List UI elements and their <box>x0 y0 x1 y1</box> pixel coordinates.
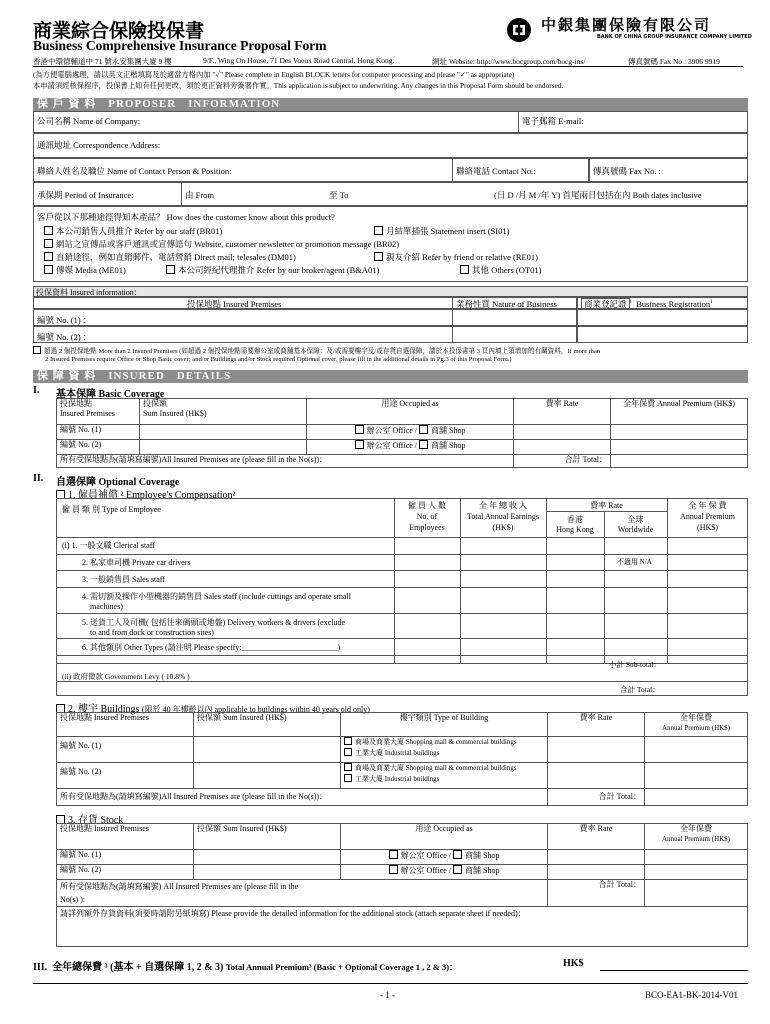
checkbox-icon[interactable] <box>44 252 53 261</box>
not-applicable-label: 不適用 N/A <box>617 558 652 566</box>
more-premises-note: 2 Insured Premises require Office or Shop Basic cover; and/or Buildings and/or Stock required Optional cover, please fill in the additional details in Pg.3 of this Proposal Form.) <box>45 356 512 363</box>
stock-details-field[interactable]: 請詳列額外存貨資料(須要時請附另紙填寫) Please provide the detailed information for the additional stock (attach separate sheet if needed)： <box>57 907 748 947</box>
period-label: 承保期 Period of Insurance: <box>37 190 134 200</box>
basic-all-premises: 所有受保地點為(請填寫編號)All Insured Premises are (please fill in the No(s))： <box>57 455 514 468</box>
emp-row-drivers[interactable]: 2. 私家車司機 Private car drivers <box>82 558 191 567</box>
shop-checkbox-icon[interactable] <box>419 440 428 449</box>
fax-number: 傳真號碼 Fax No : 3906 9919 <box>628 57 720 66</box>
checkbox-icon[interactable] <box>33 346 41 354</box>
checkbox-icon[interactable] <box>374 226 383 235</box>
emp-row-other[interactable]: 6. 其他類別 Other Types (請注明 Please specify:________________________) <box>82 643 341 652</box>
office-checkbox-icon[interactable] <box>389 850 398 859</box>
checkbox-icon[interactable] <box>44 239 53 248</box>
proposer-section-header: 保 戶 資 料 PROPOSER INFORMATION <box>33 98 748 111</box>
source-option-media[interactable]: 傳媒 Media (ME01) <box>44 264 126 276</box>
email-field[interactable] <box>518 111 748 133</box>
buildings-row-1[interactable]: 編號 No. (1) 商場及商業大廈 Shopping mall & commercial buildings 工業大廈 Industrial buildings <box>57 737 748 763</box>
title-zh: 商業綜合保險投保書 <box>33 21 205 42</box>
source-option-staff[interactable]: 本公司銷售人員推介 Refer by our staff (BR01) <box>44 225 222 237</box>
fax-no-field[interactable] <box>589 158 748 182</box>
to-label: 至 To <box>329 190 349 200</box>
industrial-checkbox-icon[interactable] <box>344 774 352 782</box>
office-checkbox-icon[interactable] <box>355 440 364 449</box>
stock-all-premises: 所有受保地點為(請填寫編號) All Insured Premises are (please fill in the No(s) ): <box>57 880 548 907</box>
shop-checkbox-icon[interactable] <box>453 850 462 859</box>
logo-zh: 中銀集團保險有限公司 <box>541 18 712 34</box>
instruction-note-2: 本申請須經核保程序，投保書上如有任何更改，須於更正資料旁簽署作實。This application is subject to underwriting. Any changes in this Proposal Form should be endorsed. <box>33 81 564 90</box>
source-section <box>33 206 748 282</box>
industrial-checkbox-icon[interactable] <box>344 748 352 756</box>
stock-row-1[interactable]: 編號 No. (1) 辦公室 Office / 商舖 Shop <box>57 850 748 865</box>
address-zh: 香港中環德輔道中 71 號永安集團大廈 9 樓 <box>33 57 172 66</box>
basic-row-1[interactable]: 編號 No. (1) 辦公室 Office / 商舖 Shop <box>57 425 748 440</box>
stock-table: 投保地點 Insured Premises 投保額 Sum Insured (HK$) 用途 Occupied as 費率 Rate 全年保費 Annual Premium (HK$) 編號 No. (1) 辦公室 Office / 商舖 Shop 編號 No. (2) 辦公室 Office / 商舖 Shop 所有受保地點為(請填寫編號) All Insured Premises are (please fill in the No(s) ): 合計 Total： 請詳列額外存貨資料(須要時請附另紙填寫) Please provide the detailed information for the additional stock (attach separate sheet if needed)： <box>56 823 748 947</box>
shop-checkbox-icon[interactable] <box>453 865 462 874</box>
address-label: 通訊地址 Correspondence Address: <box>37 140 161 150</box>
total-hk-label: HK$ <box>563 958 584 969</box>
insured-row-2[interactable] <box>33 326 748 343</box>
source-option-broker[interactable]: 本公司經紀代理推介 Refer by our broker/agent (B&A01) <box>166 264 379 276</box>
office-checkbox-icon[interactable] <box>355 425 364 434</box>
business-reg-col: 商業登記證 $^1$ Business Registration$^1$ <box>577 297 748 343</box>
email-label: 電子郵箱 E-mail: <box>522 116 584 126</box>
stock-row-2[interactable]: 編號 No. (2) 辦公室 Office / 商舖 Shop <box>57 865 748 880</box>
govt-levy-label: (ii) 政府徵款 Government Levy ( 10.8% ) <box>62 672 190 681</box>
checkbox-icon[interactable] <box>44 226 53 235</box>
emp-row-delivery[interactable]: 5. 送貨工人及司機( 包括往來碼頭或地盤) Delivery workers & drivers (exclude <box>82 618 346 627</box>
checkbox-icon[interactable] <box>166 265 175 274</box>
emp-row-sales[interactable]: 3. 一般銷售員 Sales staff <box>82 575 165 584</box>
period-from-field[interactable] <box>181 182 748 206</box>
checkbox-icon[interactable] <box>460 265 469 274</box>
total-premium-input[interactable] <box>600 970 748 971</box>
optional-coverage-title: 自選保障 Optional Coverage <box>56 477 180 488</box>
contact-no-field[interactable] <box>452 158 589 182</box>
address-en: 9/F., Wing On House, 71 Des Voeux Road Central, Hong Kong. <box>203 56 395 65</box>
source-option-statement[interactable]: 月結單插張 Statement insert (SI01) <box>374 225 509 237</box>
source-question: 客戶從以下那種途徑得知本產品？ How does the customer know about this product? <box>37 212 335 222</box>
company-logo <box>505 14 752 46</box>
buildings-title[interactable]: 2. 樓宇 Buildings (限於 40 年樓齡以內 applicable to buildings within 40 years old only) <box>56 700 370 715</box>
insured-row-2-label: 編號 No. (2) ： <box>37 332 92 342</box>
business-reg-header-en: Business Registration <box>636 299 711 309</box>
basic-total-label: 合計 Total： <box>514 455 611 468</box>
mall-checkbox-icon[interactable] <box>344 737 352 745</box>
stock-title[interactable]: 3. 存貨 Stock <box>56 811 123 826</box>
from-label: 由 From <box>185 190 215 200</box>
basic-num: I. <box>33 385 40 396</box>
bank-logo-icon <box>505 16 533 44</box>
emp-row-sales-cutting-cont: machines) <box>90 602 123 611</box>
insured-premises-header: 投保地點 Insured Premises <box>187 299 282 309</box>
insured-row-1[interactable] <box>33 309 748 326</box>
contact-person-label: 聯絡人姓名及職位 Name of Contact Person & Position: <box>37 166 232 176</box>
emp-rate-worldwide: 全球 Worldwide <box>617 515 654 534</box>
company-name-label: 公司名稱 Name of Company: <box>37 116 141 126</box>
address-field[interactable] <box>33 133 748 158</box>
subtotal-label: 小計 Sub-total： <box>609 660 661 669</box>
buildings-row-2[interactable]: 編號 No. (2) 商場及商業大廈 Shopping mall & commercial buildings 工業大廈 Industrial buildings <box>57 763 748 789</box>
contact-no-label: 聯絡電話 Contact No.: <box>456 166 536 176</box>
buildings-table: 投保地點 Insured Premises 投保額 Sum Insured (HK$) 樓宇類別 Type of Building 費率 Rate 全年保費 Annual Premium (HK$) 編號 No. (1) 商場及商業大廈 Shopping mall & commercial buildings 工業大廈 Industrial buildings 編號 No. (2) 商場及商業大廈 Shopping mall & commercial buildings 工業大廈 Industrial buildings 所有受保地點為(請填寫編號)All Insured Premises are (please fill in the No(s))： 合計 Total： <box>56 712 748 806</box>
emp-rate-header: 費率 Rate <box>590 501 623 510</box>
source-option-website[interactable]: 網站之宣傳品或客戶通訊或宣傳語句 Website, customer newsletter or promotion message (BR02) <box>44 238 399 250</box>
emp-row-sales-cutting[interactable]: 4. 需切割及操作小型機器的銷售員 Sales staff (include cuttings and operate small <box>82 592 351 601</box>
employee-comp-title[interactable]: 1. 僱員補償 ² Employee's Compensation² <box>56 486 236 501</box>
insured-info-header: 投保資料 Insured information： <box>33 286 748 297</box>
emp-premium-header: 全 年 保 費 Annual Premium (HK$) <box>680 501 735 532</box>
source-option-direct-mail[interactable]: 直銷途徑，例如直銷郵件、電話營銷 Direct mail; telesales (DM01) <box>44 251 296 263</box>
basic-row-2[interactable]: 編號 No. (2) 辦公室 Office / 商舖 Shop <box>57 440 748 455</box>
emp-earnings-header: 全 年 總 收 入 Total Annual Earnings (HK$) <box>467 501 539 532</box>
source-option-friend[interactable]: 親友介紹 Refer by friend or relative (RE01) <box>374 251 538 263</box>
nature-business-header: 業務性質 Nature of Business <box>456 299 557 309</box>
basic-coverage-title: 基本保障 Basic Coverage <box>56 389 165 400</box>
logo-en: BANK OF CHINA GROUP INSURANCE COMPANY LIMITED <box>597 34 752 40</box>
emp-rate-hk: 香港 Hong Kong <box>556 515 594 534</box>
page-number: - 1 - <box>380 990 395 1000</box>
emp-num-header: 僱 員 人 數 No. of Employees <box>408 501 446 532</box>
shop-checkbox-icon[interactable] <box>419 425 428 434</box>
website: 網址 Website: http://www.bocgroup.com/bocg-ins/ <box>432 57 586 66</box>
date-format-label: (日 D /月 M /年 Y) 首尾兩日包括在內 Both dates inclusive <box>494 190 702 200</box>
source-option-others[interactable]: 其他 Others (OT01) <box>460 264 541 276</box>
emp-row-clerical[interactable]: (i) 1. 一般文職 Clerical staff <box>62 541 155 550</box>
business-reg-header: 商業登記證 <box>581 298 630 310</box>
basic-coverage-table: 投保地點 Insured Premises 投保額 Sum Insured (HK$) 用途 Occupied as 費率 Rate 全年保費 Annual Premium (HK$) 編號 No. (1) 辦公室 Office / 商舖 Shop 編號 No. (2) 辦公室 Office / 商舖 Shop 所有受保地點為(請填寫編號)All Insured Premises are (please fill in the No(s))： 合計 Total： <box>56 398 748 468</box>
stock-total-label: 合計 Total： <box>548 880 645 907</box>
optional-num: II. <box>33 473 44 484</box>
emp-total-label: 合計 Total： <box>620 685 660 694</box>
instruction-note-1: (為方便電腦處理，請以英文正楷填寫及於適當方格內加 "✓" Please complete in English BLOCK letters for computer processing and please "✓" as appropriate) <box>33 70 515 79</box>
more-premises-option[interactable]: 超過 2 個投保地點 More than 2 Insured Premises (如超過 2 個投保地點需要辦公室或商舖基本保障；及/或需要樓宇及/或存貨自選保障，請於本投保書第 3 頁內填上須增加的有關資料，If more than <box>33 345 600 355</box>
checkbox-icon[interactable] <box>374 252 383 261</box>
emp-row-delivery-cont: to and from dock or construction sites) <box>90 628 214 637</box>
title-en: Business Comprehensive Insurance Proposal Form <box>33 38 327 53</box>
office-checkbox-icon[interactable] <box>389 865 398 874</box>
fax-no-label: 傳真號碼 Fax No. : <box>593 166 662 176</box>
form-code: BCO-EA1-BK-2014-V01 <box>645 990 738 1000</box>
buildings-all-premises: 所有受保地點為(請填寫編號)All Insured Premises are (please fill in the No(s))： <box>57 789 548 806</box>
buildings-total-label: 合計 Total： <box>548 789 645 806</box>
insured-row-1-label: 編號 No. (1) ： <box>37 315 92 325</box>
mall-checkbox-icon[interactable] <box>344 763 352 771</box>
total-premium-row: III. 全年總保費 ³ (基本 + 自選保障 1, 2 & 3) Total Annual Premium³ (Basic + Optional Coverage 1 , 2 & 3)： <box>33 962 458 973</box>
checkbox-icon[interactable] <box>44 265 53 274</box>
emp-type-header: 僱 員 類 別 Type of Employee <box>62 505 161 514</box>
insured-section-header: 保 障 資 料 INSURED DETAILS <box>33 370 748 383</box>
